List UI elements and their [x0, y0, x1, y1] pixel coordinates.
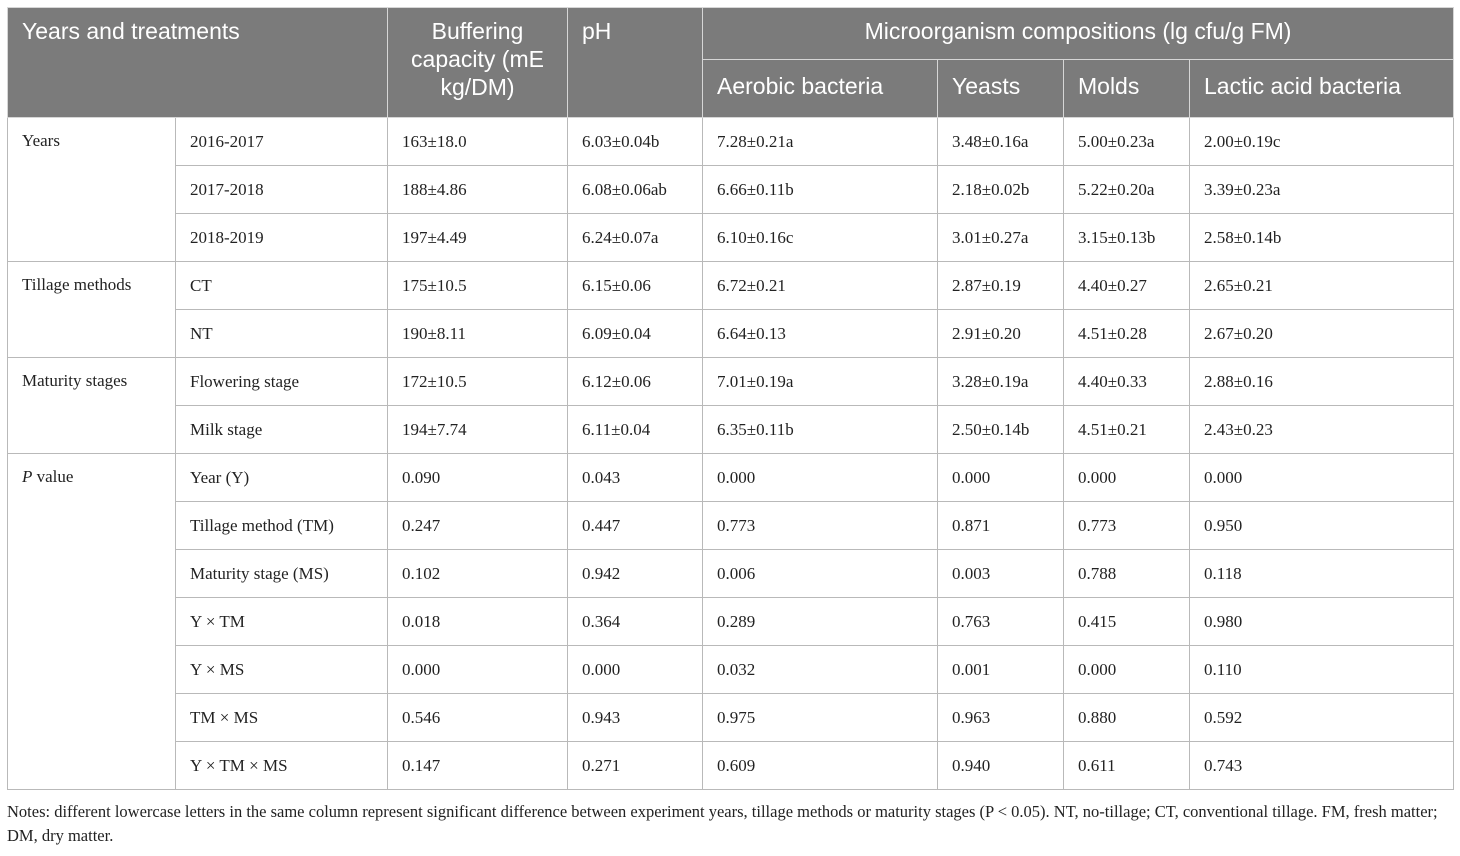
cell-lab: 0.110: [1190, 646, 1454, 694]
cell-ph: 6.09±0.04: [568, 310, 703, 358]
cell-molds: 4.40±0.33: [1064, 358, 1190, 406]
p-value-text: value: [32, 467, 74, 486]
cell-buffering: 194±7.74: [388, 406, 568, 454]
data-table-container: [7, 7, 1453, 790]
cell-aerobic: 6.66±0.11b: [703, 166, 938, 214]
cell-aerobic: 6.64±0.13: [703, 310, 938, 358]
row-label: TM × MS: [176, 694, 388, 742]
cell-yeasts: 0.001: [938, 646, 1064, 694]
cell-molds: 0.611: [1064, 742, 1190, 790]
cell-ph: 0.447: [568, 502, 703, 550]
cell-aerobic: 7.01±0.19a: [703, 358, 938, 406]
cell-ph: 6.08±0.06ab: [568, 166, 703, 214]
cell-buffering: 0.147: [388, 742, 568, 790]
cell-molds: 0.880: [1064, 694, 1190, 742]
cell-yeasts: 2.50±0.14b: [938, 406, 1064, 454]
col-header-yeasts: Yeasts: [938, 60, 1064, 118]
col-header-microorganism-compositions: Microorganism compositions (lg cfu/g FM): [703, 8, 1454, 60]
cell-ph: 6.12±0.06: [568, 358, 703, 406]
col-header-aerobic-bacteria: Aerobic bacteria: [703, 60, 938, 118]
cell-molds: 3.15±0.13b: [1064, 214, 1190, 262]
cell-ph: 6.15±0.06: [568, 262, 703, 310]
cell-aerobic: 0.289: [703, 598, 938, 646]
cell-buffering: 190±8.11: [388, 310, 568, 358]
cell-molds: 0.788: [1064, 550, 1190, 598]
data-table: [7, 7, 1454, 790]
table-row: [8, 550, 1454, 598]
cell-aerobic: 7.28±0.21a: [703, 118, 938, 166]
table-notes: Notes: different lowercase letters in the same column represent significant difference between experiment years, tillage methods or maturity stages (P < 0.05). NT, no-tillage; CT, conventional tillage. FM, fresh matter; DM, dry matter.: [7, 802, 1438, 845]
col-header-lactic-acid-bacteria: Lactic acid bacteria: [1190, 60, 1454, 118]
table-row: [8, 358, 1454, 406]
cell-yeasts: 0.871: [938, 502, 1064, 550]
cell-molds: 5.00±0.23a: [1064, 118, 1190, 166]
table-row: [8, 742, 1454, 790]
col-header-buffering-capacity: Buffering capacity (mE kg/DM): [388, 8, 568, 118]
row-label: Y × TM: [176, 598, 388, 646]
cell-buffering: 188±4.86: [388, 166, 568, 214]
cell-lab: 0.592: [1190, 694, 1454, 742]
cell-ph: 6.11±0.04: [568, 406, 703, 454]
cell-buffering: 0.000: [388, 646, 568, 694]
cell-yeasts: 0.000: [938, 454, 1064, 502]
header-row-1: [8, 8, 1454, 60]
table-row: [8, 598, 1454, 646]
cell-buffering: 0.102: [388, 550, 568, 598]
cell-aerobic: 0.000: [703, 454, 938, 502]
cell-yeasts: 0.003: [938, 550, 1064, 598]
table-row: [8, 310, 1454, 358]
cell-buffering: 0.018: [388, 598, 568, 646]
table-row: [8, 118, 1454, 166]
cell-aerobic: 0.006: [703, 550, 938, 598]
cell-yeasts: 0.940: [938, 742, 1064, 790]
cell-buffering: 0.247: [388, 502, 568, 550]
row-label: Y × MS: [176, 646, 388, 694]
row-label: Year (Y): [176, 454, 388, 502]
row-label: Maturity stage (MS): [176, 550, 388, 598]
row-label: Flowering stage: [176, 358, 388, 406]
cell-ph: 0.000: [568, 646, 703, 694]
table-row: [8, 166, 1454, 214]
cell-aerobic: 0.032: [703, 646, 938, 694]
cell-lab: 2.58±0.14b: [1190, 214, 1454, 262]
cell-aerobic: 6.35±0.11b: [703, 406, 938, 454]
group-label-maturity-stages: Maturity stages: [8, 358, 176, 454]
row-label: 2016-2017: [176, 118, 388, 166]
row-label: Milk stage: [176, 406, 388, 454]
cell-molds: 5.22±0.20a: [1064, 166, 1190, 214]
table-row: [8, 214, 1454, 262]
cell-yeasts: 3.28±0.19a: [938, 358, 1064, 406]
cell-yeasts: 2.18±0.02b: [938, 166, 1064, 214]
cell-lab: 2.67±0.20: [1190, 310, 1454, 358]
row-label: NT: [176, 310, 388, 358]
cell-lab: 2.65±0.21: [1190, 262, 1454, 310]
row-label: Tillage method (TM): [176, 502, 388, 550]
cell-aerobic: 0.975: [703, 694, 938, 742]
table-row: [8, 406, 1454, 454]
col-header-ph: pH: [568, 8, 703, 118]
cell-ph: 0.271: [568, 742, 703, 790]
cell-yeasts: 0.963: [938, 694, 1064, 742]
row-label: 2018-2019: [176, 214, 388, 262]
cell-ph: 6.03±0.04b: [568, 118, 703, 166]
group-label-tillage-methods: Tillage methods: [8, 262, 176, 358]
cell-lab: 0.950: [1190, 502, 1454, 550]
table-row: [8, 646, 1454, 694]
row-label: 2017-2018: [176, 166, 388, 214]
cell-yeasts: 2.87±0.19: [938, 262, 1064, 310]
cell-lab: 2.00±0.19c: [1190, 118, 1454, 166]
cell-buffering: 172±10.5: [388, 358, 568, 406]
cell-lab: 2.88±0.16: [1190, 358, 1454, 406]
cell-yeasts: 2.91±0.20: [938, 310, 1064, 358]
p-italic: P: [22, 467, 33, 486]
cell-aerobic: 0.773: [703, 502, 938, 550]
cell-ph: 6.24±0.07a: [568, 214, 703, 262]
group-label-years: Years: [8, 118, 176, 262]
group-label-p-value: [8, 454, 176, 790]
cell-lab: 0.743: [1190, 742, 1454, 790]
cell-yeasts: 3.01±0.27a: [938, 214, 1064, 262]
cell-buffering: 0.546: [388, 694, 568, 742]
table-row: [8, 454, 1454, 502]
row-label: CT: [176, 262, 388, 310]
cell-molds: 0.773: [1064, 502, 1190, 550]
cell-ph: 0.943: [568, 694, 703, 742]
cell-molds: 4.40±0.27: [1064, 262, 1190, 310]
cell-lab: 3.39±0.23a: [1190, 166, 1454, 214]
cell-molds: 4.51±0.21: [1064, 406, 1190, 454]
cell-ph: 0.364: [568, 598, 703, 646]
cell-molds: 0.000: [1064, 454, 1190, 502]
row-label: Y × TM × MS: [176, 742, 388, 790]
cell-yeasts: 0.763: [938, 598, 1064, 646]
col-header-years-and-treatments: Years and treatments: [8, 8, 388, 118]
cell-aerobic: 6.72±0.21: [703, 262, 938, 310]
cell-molds: 4.51±0.28: [1064, 310, 1190, 358]
cell-buffering: 163±18.0: [388, 118, 568, 166]
cell-lab: 0.980: [1190, 598, 1454, 646]
cell-molds: 0.000: [1064, 646, 1190, 694]
cell-aerobic: 6.10±0.16c: [703, 214, 938, 262]
cell-molds: 0.415: [1064, 598, 1190, 646]
cell-lab: 0.118: [1190, 550, 1454, 598]
table-row: [8, 262, 1454, 310]
cell-aerobic: 0.609: [703, 742, 938, 790]
cell-lab: 0.000: [1190, 454, 1454, 502]
cell-buffering: 0.090: [388, 454, 568, 502]
table-row: [8, 694, 1454, 742]
cell-ph: 0.942: [568, 550, 703, 598]
cell-buffering: 197±4.49: [388, 214, 568, 262]
cell-buffering: 175±10.5: [388, 262, 568, 310]
cell-yeasts: 3.48±0.16a: [938, 118, 1064, 166]
col-header-molds: Molds: [1064, 60, 1190, 118]
cell-lab: 2.43±0.23: [1190, 406, 1454, 454]
table-row: [8, 502, 1454, 550]
cell-ph: 0.043: [568, 454, 703, 502]
